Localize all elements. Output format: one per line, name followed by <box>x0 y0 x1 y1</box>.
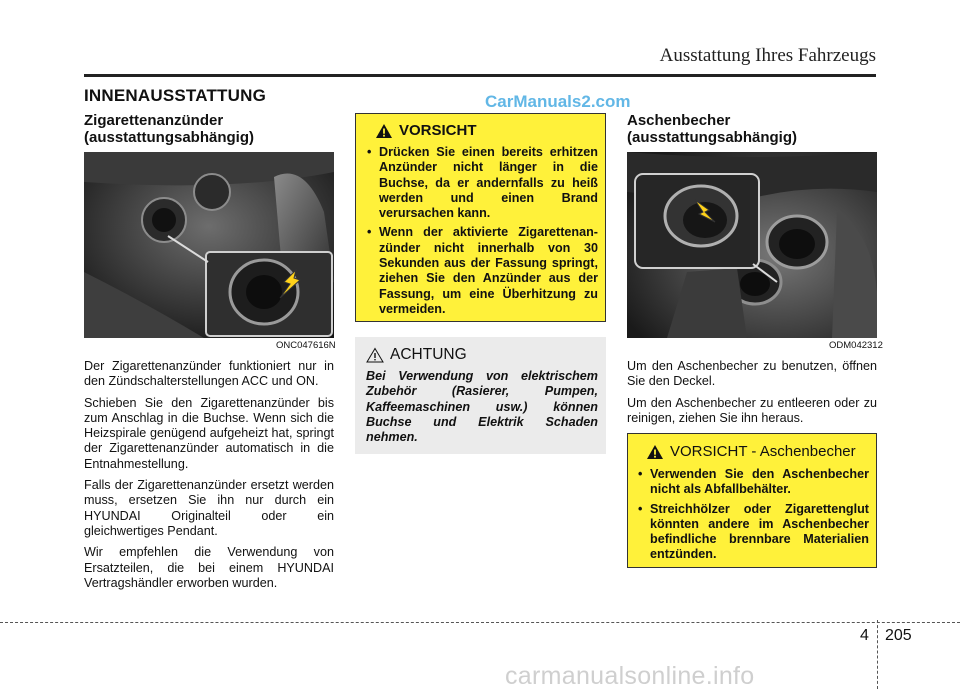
ashtray-caution-title: VORSICHT - Aschenbecher <box>670 443 856 460</box>
header-rule <box>84 74 876 77</box>
chapter-number: 4 <box>860 627 869 644</box>
caution-item: • Drücken Sie einen bereits erhitzen Anzünder nicht länger in die Buchse, da er andernfalls zu heiß werden und einen Brand verursachen kann. <box>365 145 598 221</box>
footer-rule <box>0 622 960 623</box>
running-header: Ausstattung Ihres Fahrzeugs <box>659 45 876 66</box>
lighter-title-line1: Zigarettenanzünder <box>84 112 224 129</box>
notice-box <box>355 337 606 454</box>
lighter-paragraph: Wir empfehlen die Verwendung von Ersatzteilen, die bei einem HYUNDAI Vertragshändler erworben wurden. <box>84 545 334 590</box>
section-title: INNENAUSSTATTUNG <box>84 86 267 105</box>
ashtray-image-caption: ODM042312 <box>829 340 883 351</box>
ashtray-heading <box>627 112 877 146</box>
footer-watermark[interactable]: carmanualsonline.info <box>505 662 755 690</box>
page-number: 205 <box>885 627 912 644</box>
caution-list <box>365 145 598 317</box>
lighter-paragraph: Der Zigarettenanzünder funktioniert nur in den Zündschalterstellungen ACC und ON. <box>84 359 334 389</box>
lighter-title-line2: (ausstattungsabhängig) <box>84 129 255 146</box>
lighter-paragraph: Schieben Sie den Zigarettenanzünder bis zum Anschlag in die Buchse. Wenn sich die Heizspirale genügend aufgeheizt hat, springt der Zigarettenanzünder automatisch in die Entnahmestellung. <box>84 395 334 471</box>
ashtray-title-line1: Aschenbecher <box>627 112 731 129</box>
ashtray-caution-list <box>636 467 869 563</box>
caution-header <box>365 122 598 139</box>
ashtray-caution-item: • Verwenden Sie den Aschenbecher nicht als Abfallbehälter. <box>636 467 869 498</box>
ashtray-caution-box <box>627 433 877 568</box>
page-number-divider <box>877 620 879 689</box>
ashtray-caution-item: • Streichhölzer oder Zigarettenglut könnten andere im Aschenbecher befindliche brennbare Materialien entzünden. <box>636 502 869 563</box>
caution-item: • Wenn der aktivierte Zigarettenan-zünder nicht innerhalb von 30 Sekunden aus der Fassung springt, ziehen Sie den Anzünder aus der Fassung, um eine Überhitzung zu vermeiden. <box>365 225 598 317</box>
lighter-photo <box>84 152 334 338</box>
ashtray-title-line2: (ausstattungsabhängig) <box>627 129 798 146</box>
watermark-carmanuals2[interactable]: CarManuals2.com <box>485 92 631 111</box>
warning-triangle-icon <box>646 444 664 460</box>
caution-box <box>355 113 606 322</box>
lighter-paragraph: Falls der Zigarettenanzünder ersetzt werden muss, ersetzen Sie ihn nur durch ein HYUNDAI Originalteil oder ein gleichwertiges Pendant. <box>84 478 334 538</box>
notice-header <box>366 346 598 364</box>
ashtray-body <box>627 359 877 432</box>
ashtray-paragraph: Um den Aschenbecher zu benutzen, öffnen Sie den Deckel. <box>627 359 877 389</box>
lighter-body <box>84 359 334 597</box>
caution-title: VORSICHT <box>399 122 477 139</box>
caution-outline-icon <box>366 347 384 363</box>
warning-triangle-icon <box>375 123 393 139</box>
lighter-image-caption: ONC047616N <box>276 340 336 351</box>
ashtray-paragraph: Um den Aschenbecher zu entleeren oder zu reinigen, ziehen Sie ihn heraus. <box>627 395 877 425</box>
notice-title: ACHTUNG <box>390 346 467 363</box>
ashtray-photo <box>627 152 877 338</box>
lighter-heading <box>84 112 334 146</box>
ashtray-caution-header <box>636 443 869 460</box>
notice-text: Bei Verwendung von elektrischem Zubehör (Rasierer, Pumpen, Kaffeemaschinen usw.) können Buchse und Elektrik Schaden nehmen. <box>366 369 598 445</box>
